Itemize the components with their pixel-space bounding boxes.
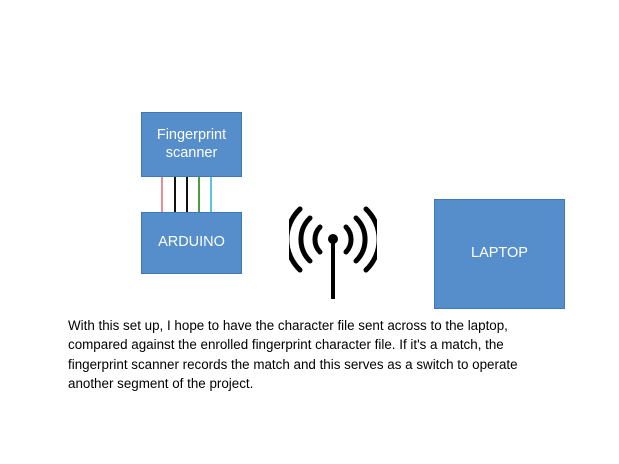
caption-text: With this set up, I hope to have the character file sent across to the laptop, compared against the enrolled fingerprint character file. If it's a match, the fingerprint scanner records the match and this serves as a switch to operate another segment of the project. [68,318,518,392]
wire-black-2 [186,177,188,213]
wire-cyan [210,177,212,213]
laptop-label: LAPTOP [471,245,528,262]
arduino-box [141,212,242,274]
fingerprint-scanner-box [141,112,242,177]
wire-red [161,177,163,213]
wire-black-1 [174,177,176,213]
wire-bundle [141,177,242,213]
fingerprint-scanner-label: Fingerprint scanner [156,127,227,161]
arduino-label: ARDUINO [158,234,225,251]
wire-green [198,177,200,213]
wireless-signal-icon [289,203,377,303]
laptop-box [434,199,565,309]
